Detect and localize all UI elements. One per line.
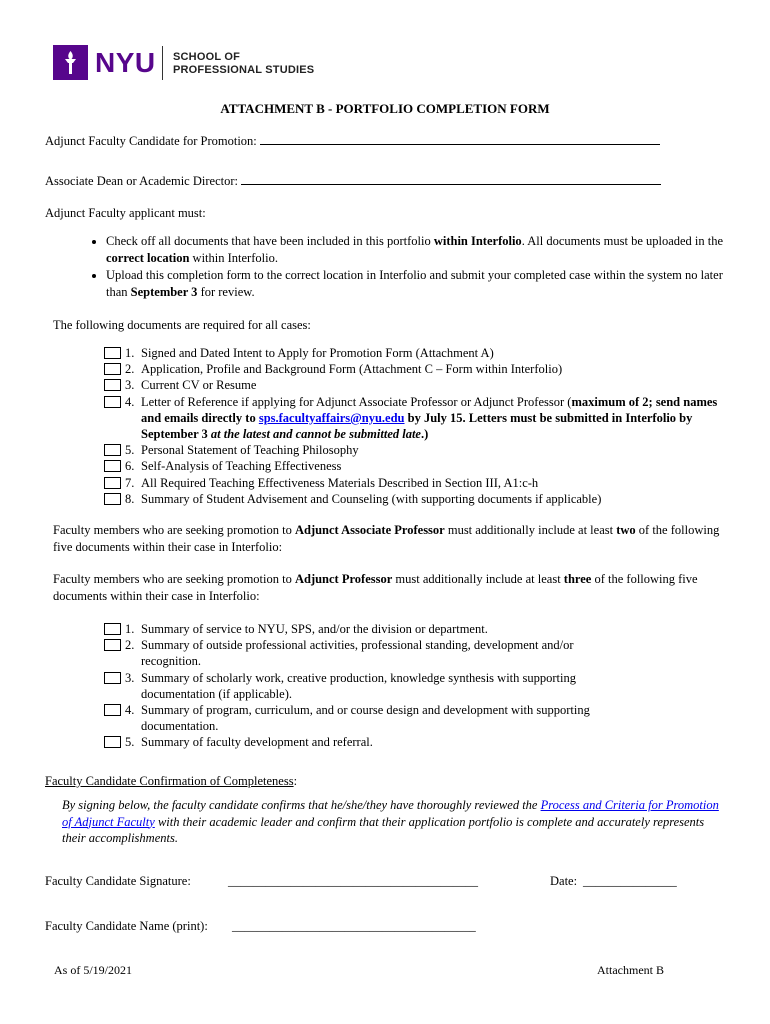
applicant-requirements: [80, 233, 746, 301]
list-item: 7. All Required Teaching Effectiveness Materials Described in Section III, A1:c-h: [104, 475, 720, 491]
checkbox[interactable]: [104, 736, 121, 748]
candidate-field: [45, 132, 660, 149]
list-item: 2. Application, Profile and Background Form (Attachment C – Form within Interfolio): [104, 361, 720, 377]
dean-label: Associate Dean or Academic Director:: [45, 174, 238, 188]
associate-paragraph: Faculty members who are seeking promotion to Adjunct Associate Professor must additionally include at least two of the following five documents within their case in Interfolio:: [53, 523, 720, 554]
signature-line[interactable]: ________________________________________: [228, 874, 478, 888]
list-item: 2. Summary of outside professional activities, professional standing, development and/or recognition.: [104, 637, 614, 669]
signature-label: Faculty Candidate Signature:: [45, 874, 191, 888]
candidate-line[interactable]: [260, 132, 660, 145]
applicant-heading: Adjunct Faculty applicant must:: [45, 206, 206, 220]
school-line-2: PROFESSIONAL STUDIES: [173, 63, 315, 76]
candidate-label: Adjunct Faculty Candidate for Promotion:: [45, 134, 257, 148]
footer-date: As of 5/19/2021: [54, 963, 132, 977]
dean-line[interactable]: [241, 172, 661, 185]
checkbox[interactable]: [104, 493, 121, 505]
list-item: 4. Summary of program, curriculum, and or course design and development with supporting documentation.: [104, 702, 614, 734]
list-item: 5. Personal Statement of Teaching Philosophy: [104, 442, 720, 458]
confirmation-heading: Faculty Candidate Confirmation of Completeness: [45, 774, 294, 788]
list-item: 6. Self-Analysis of Teaching Effectiveness: [104, 458, 720, 474]
email-link[interactable]: sps.facultyaffairs@nyu.edu: [258, 410, 405, 425]
logo-divider: [162, 46, 163, 80]
confirmation-statement: By signing below, the faculty candidate confirms that he/she/they have thoroughly reviewed the Process and Criteria for Promotion of Adjunct Faculty with their academic leader and confirm that their application portfolio is complete and accurately represents their accomplishments.: [62, 798, 719, 845]
footer-attachment: Attachment B: [597, 963, 664, 977]
list-item: 1. Summary of service to NYU, SPS, and/or the division or department.: [104, 621, 614, 637]
list-item: 1. Signed and Dated Intent to Apply for Promotion Form (Attachment A): [104, 345, 720, 361]
print-name-label: Faculty Candidate Name (print):: [45, 919, 208, 933]
checkbox[interactable]: [104, 347, 121, 359]
dean-field: [45, 172, 661, 189]
checkbox[interactable]: [104, 623, 121, 635]
torch-icon: [53, 45, 88, 80]
required-intro: The following documents are required for all cases:: [53, 318, 311, 332]
checkbox[interactable]: [104, 639, 121, 651]
form-title: ATTACHMENT B - PORTFOLIO COMPLETION FORM: [220, 101, 550, 116]
print-name-line[interactable]: _______________________________________: [232, 919, 476, 933]
additional-docs-list: [104, 621, 614, 751]
list-item: 3. Current CV or Resume: [104, 377, 720, 393]
list-item: 3. Summary of scholarly work, creative production, knowledge synthesis with supporting documentation (if applicable).: [104, 670, 614, 702]
list-item: • Upload this completion form to the correct location in Interfolio and submit your completed case within the system no later than September 3 for review.: [106, 267, 746, 301]
list-item: 4. Letter of Reference if applying for Adjunct Associate Professor or Adjunct Professor (maximum of 2; send names and emails directly to sps.facultyaffairs@nyu.edu by July 15. Letters must be submitted in Interfolio by September 3 at the latest and cannot be submitted late.): [104, 394, 720, 443]
date-label: Date:: [550, 874, 578, 888]
checkbox[interactable]: [104, 363, 121, 375]
date-line[interactable]: _______________: [583, 874, 677, 888]
checkbox[interactable]: [104, 460, 121, 472]
list-item: 5. Summary of faculty development and referral.: [104, 734, 614, 750]
nyu-torch-logo: [53, 45, 88, 80]
checkbox[interactable]: [104, 379, 121, 391]
process-criteria-link[interactable]: Process and Criteria for Promotion of Adjunct Faculty: [62, 798, 719, 829]
nyu-wordmark: NYU: [95, 47, 156, 78]
checkbox[interactable]: [104, 672, 121, 684]
school-line-1: SCHOOL OF: [173, 51, 240, 63]
confirmation-heading-row: Faculty Candidate Confirmation of Completeness:: [45, 774, 298, 788]
list-item: • Check off all documents that have been included in this portfolio within Interfolio. All documents must be uploaded in the correct location within Interfolio.: [106, 233, 746, 267]
checkbox[interactable]: [104, 704, 121, 716]
school-name: [173, 51, 314, 76]
checkbox[interactable]: [104, 444, 121, 456]
list-item: 8. Summary of Student Advisement and Counseling (with supporting documents if applicable): [104, 491, 720, 507]
professor-paragraph: Faculty members who are seeking promotion to Adjunct Professor must additionally include at least three of the following five documents within their case in Interfolio:: [53, 572, 698, 603]
checkbox[interactable]: [104, 396, 121, 408]
checkbox[interactable]: [104, 477, 121, 489]
required-docs-list: [104, 345, 720, 507]
